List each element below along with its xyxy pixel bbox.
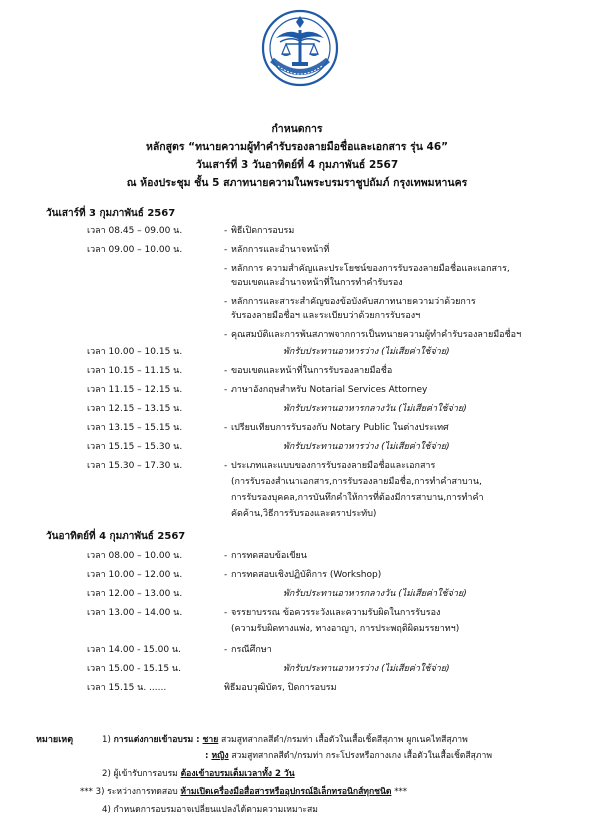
session-topic: กรณีศึกษา	[231, 645, 272, 655]
session-detail: (การรับรองสำเนาเอกสาร,การรับรองลายมือชื่อ,การทำคำสาบาน,	[231, 477, 482, 487]
schedule-row: เวลา 13.00 – 14.00 น. - จรรยาบรรณ ข้อควรระวังและความรับผิดในการรับรอง	[87, 608, 441, 618]
schedule-row: - หลักการและสาระสำคัญของข้อบังคับสภาทนายความว่าด้วยการ	[224, 297, 476, 307]
session-topic: จรรยาบรรณ ข้อควรระวังและความรับผิดในการรับรอง	[231, 608, 441, 618]
session-time: เวลา 12.00 – 13.00 น.	[87, 589, 183, 599]
schedule-row	[0, 681, 594, 695]
note-1: 1) การแต่งกายเข้าอบรม : ชาย สวมสูทสากลสีดำ/กรมท่า เสื้อตัวในเสื้อเชิ้ตสีสุภาพ ผูกเนคไทสีสุภาพ	[102, 735, 468, 745]
session-topic: พิธีเปิดการอบรม	[231, 226, 295, 236]
note-4: 4) กำหนดการอบรมอาจเปลี่ยนแปลงได้ตามความเหมาะสม	[102, 805, 318, 815]
session-time: เวลา 10.00 – 12.00 น.	[87, 570, 183, 580]
session-time: เวลา 14.00 - 15.00 น.	[87, 645, 181, 655]
session-topic: เปรียบเทียบการรับรองกับ Notary Public ในต่างประเทศ	[231, 423, 449, 433]
day1-heading: วันเสาร์ที่ 3 กุมภาพันธ์ 2567	[46, 208, 176, 219]
session-time: เวลา 13.15 – 15.15 น.	[87, 423, 183, 433]
schedule-row	[0, 440, 594, 454]
session-time: เวลา 09.00 – 10.00 น.	[87, 245, 183, 255]
session-topic: คุณสมบัติและการพ้นสภาพจากการเป็นทนายความผู้ทำคำรับรองลายมือชื่อฯ	[231, 330, 522, 340]
session-time: เวลา 12.15 – 13.15 น.	[87, 404, 183, 414]
session-time: เวลา 08.00 – 10.00 น.	[87, 551, 183, 561]
page-title: กำหนดการ	[271, 123, 323, 135]
note-2: 2) ผู้เข้ารับการอบรม ต้องเข้าอบรมเต็มเวลาทั้ง 2 วัน	[102, 769, 295, 779]
session-time: เวลา 11.15 – 12.15 น.	[87, 385, 183, 395]
break-note: พักรับประทานอาหารกลางวัน (ไม่เสียค่าใช้จ่าย)	[283, 404, 467, 414]
session-topic: ภาษาอังกฤษสำหรับ Notarial Services Attorney	[231, 385, 428, 395]
break-note: พักรับประทานอาหารว่าง (ไม่เสียค่าใช้จ่าย)	[283, 442, 450, 452]
session-detail: คัดค้าน,วิธีการรับรองและตราประทับ)	[231, 509, 377, 519]
break-note: พักรับประทานอาหารกลางวัน (ไม่เสียค่าใช้จ่าย)	[283, 589, 467, 599]
session-topic: ขอบเขตและหน้าที่ในการรับรองลายมือชื่อ	[231, 366, 393, 376]
session-time: เวลา 10.15 – 11.15 น.	[87, 366, 183, 376]
schedule-row: เวลา 14.00 - 15.00 น. - กรณีศึกษา	[87, 645, 272, 655]
session-time: เวลา 13.00 – 14.00 น.	[87, 608, 183, 618]
session-time: เวลา 10.00 – 10.15 น.	[87, 347, 183, 357]
session-topic: หลักการ ความสำคัญและประโยชน์ของการรับรองลายมือชื่อและเอกสาร,	[231, 264, 510, 274]
session-detail: (ความรับผิดทางแพ่ง, ทางอาญา, การประพฤติผิดมรรยาทฯ)	[231, 624, 460, 634]
session-time: เวลา 08.45 – 09.00 น.	[87, 226, 183, 236]
note-3: *** 3) ระหว่างการทดสอบ ห้ามเปิดเครื่องมือสื่อสารหรืออุปกรณ์อิเล็กทรอนิกส์ทุกชนิด ***	[80, 787, 408, 797]
notes-label: หมายเหตุ	[36, 735, 74, 745]
session-time: เวลา 15.15 – 15.30 น.	[87, 442, 183, 452]
session-topic: การทดสอบข้อเขียน	[231, 551, 307, 561]
break-note: พักรับประทานอาหารว่าง (ไม่เสียค่าใช้จ่าย)	[283, 664, 450, 674]
session-topic: หลักการและสาระสำคัญของข้อบังคับสภาทนายความว่าด้วยการ	[231, 297, 476, 307]
session-topic: พิธีมอบวุฒิบัตร, ปิดการอบรม	[224, 683, 337, 693]
break-note: พักรับประทานอาหารว่าง (ไม่เสียค่าใช้จ่าย)	[283, 347, 450, 357]
course-venue: ณ ห้องประชุม ชั้น 5 สภาทนายความในพระบรมราชูปถัมภ์ กรุงเทพมหานคร	[126, 177, 468, 189]
session-topic: การทดสอบเชิงปฏิบัติการ (Workshop)	[231, 570, 382, 580]
session-topic-continued: รับรองลายมือชื่อฯ และระเบียบว่าด้วยการรับรองฯ	[231, 311, 421, 321]
schedule-row	[0, 345, 594, 359]
course-title: หลักสูตร “ทนายความผู้ทำคำรับรองลายมือชื่อและเอกสาร รุ่น 46”	[145, 141, 449, 153]
session-time: เวลา 15.00 - 15.15 น.	[87, 664, 181, 674]
schedule-row: เวลา 13.15 – 15.15 น. - เปรียบเทียบการรับรองกับ Notary Public ในต่างประเทศ	[87, 423, 449, 433]
schedule-row: เวลา 15.30 – 17.30 น. - ประเภทและแบบของการรับรองลายมือชื่อและเอกสาร	[87, 461, 436, 471]
session-time: เวลา 15.15 น. ......	[87, 683, 167, 693]
schedule-row: - หลักการ ความสำคัญและประโยชน์ของการรับรองลายมือชื่อและเอกสาร,	[224, 264, 510, 274]
schedule-row: เวลา 11.15 – 12.15 น. - ภาษาอังกฤษสำหรับ Notarial Services Attorney	[87, 385, 428, 395]
session-topic: หลักการและอำนาจหน้าที่	[231, 245, 330, 255]
schedule-row: เวลา 10.15 – 11.15 น. - ขอบเขตและหน้าที่ในการรับรองลายมือชื่อ	[87, 366, 393, 376]
note-1-female: : หญิง สวมสูทสากลสีดำ/กรมท่า กระโปรงหรือกางเกง เสื้อตัวในเสื้อเชิ้ตสีสุภาพ	[205, 751, 493, 761]
schedule-row: เวลา 10.00 – 12.00 น. - การทดสอบเชิงปฏิบัติการ (Workshop)	[87, 570, 382, 580]
session-detail: การรับรองบุคคล,การบันทึกคำให้การที่ต้องมีการสาบาน,การทำคำ	[231, 493, 484, 503]
schedule-row	[0, 402, 594, 416]
session-topic-continued: ขอบเขตและอำนาจหน้าที่ในการทำคำรับรอง	[231, 278, 403, 288]
bar-association-seal-icon	[260, 8, 340, 88]
schedule-row	[0, 662, 594, 676]
course-dates: วันเสาร์ที่ 3 วันอาทิตย์ที่ 4 กุมภาพันธ์ 2567	[195, 159, 399, 171]
day2-heading: วันอาทิตย์ที่ 4 กุมภาพันธ์ 2567	[46, 531, 186, 542]
schedule-row	[0, 587, 594, 601]
schedule-row: เวลา 09.00 – 10.00 น. - หลักการและอำนาจหน้าที่	[87, 245, 330, 255]
session-topic: ประเภทและแบบของการรับรองลายมือชื่อและเอกสาร	[231, 461, 436, 471]
session-time: เวลา 15.30 – 17.30 น.	[87, 461, 183, 471]
schedule-row: เวลา 08.45 – 09.00 น. - พิธีเปิดการอบรม	[87, 226, 295, 236]
schedule-row: เวลา 08.00 – 10.00 น. - การทดสอบข้อเขียน	[87, 551, 307, 561]
schedule-row: - คุณสมบัติและการพ้นสภาพจากการเป็นทนายความผู้ทำคำรับรองลายมือชื่อฯ	[224, 330, 522, 340]
